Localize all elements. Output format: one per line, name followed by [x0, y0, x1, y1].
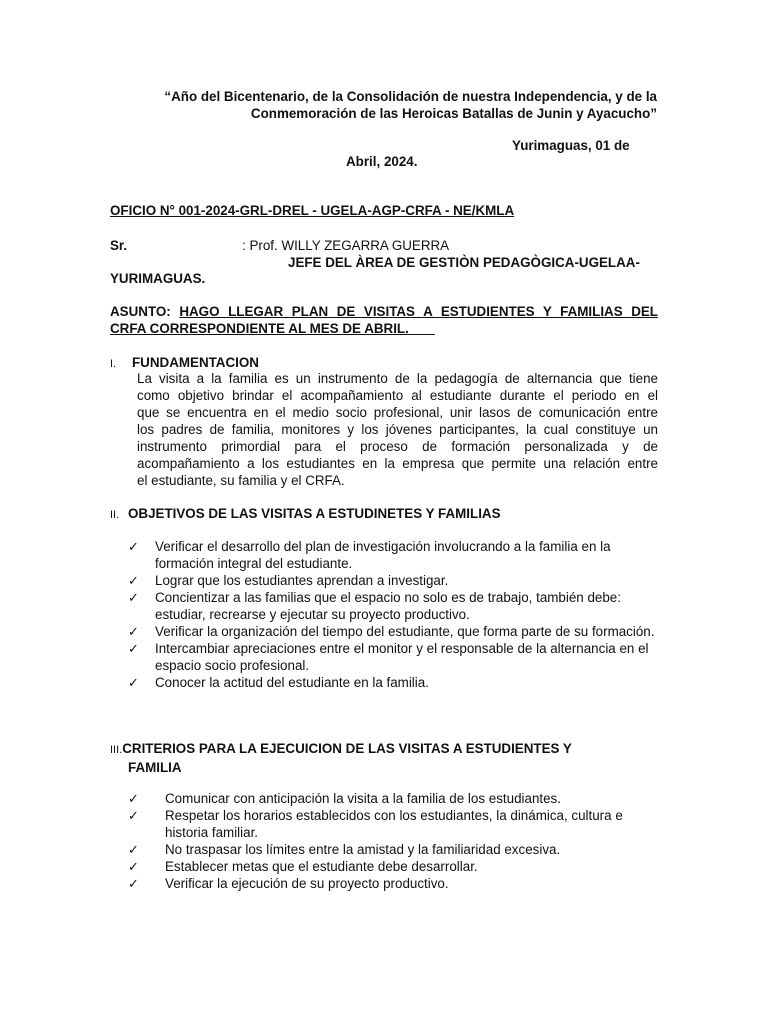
checkmark-icon: ✓ — [128, 675, 139, 690]
asunto — [110, 303, 658, 337]
list-item-text: Lograr que los estudiantes aprendan a investigar. — [155, 573, 449, 588]
checkmark-icon: ✓ — [128, 876, 139, 891]
year-motto — [100, 88, 657, 122]
asunto-text-line-2: CRFA CORRESPONDIENTE AL MES DE ABRIL. — [110, 321, 435, 336]
date-line-1: Yurimaguas, 01 de — [512, 138, 630, 153]
list-item-text: Verificar la ejecución de su proyecto productivo. — [165, 876, 449, 891]
list-item — [128, 623, 658, 640]
list-item — [128, 875, 658, 892]
list-item-text: Comunicar con anticipación la visita a la familia de los estudiantes. — [165, 791, 561, 806]
list-item — [128, 589, 658, 623]
paragraph-line: como objetivo brindar el acompañamiento al estudiante durante el periodo en el — [137, 388, 658, 403]
list-item-text: Concientizar a las familias que el espacio no solo es de trabajo, también debe: estudiar, recrearse y ejecutar su proyecto productivo. — [155, 590, 621, 622]
checkmark-icon: ✓ — [128, 641, 139, 656]
checkmark-icon: ✓ — [128, 859, 139, 874]
list-item-text: Respetar los horarios establecidos con los estudiantes, la dinámica, cultura e historia familiar. — [165, 808, 623, 840]
paragraph-line: el estudiante, su familia y el CRFA. — [137, 473, 345, 488]
list-item — [128, 858, 658, 875]
section-2-heading — [110, 505, 501, 524]
paragraph-line: los padres de familia, monitores y los jóvenes participantes, la cual constituye un — [137, 422, 658, 437]
asunto-text-line-1: HAGO LLEGAR PLAN DE VISITAS A ESTUDIENTES Y FAMILIAS DEL — [179, 304, 658, 319]
paragraph-line: acompañamiento a los estudiantes en la empresa que permite una relación entre — [137, 456, 658, 471]
list-item-text: Conocer la actitud del estudiante en la familia. — [155, 675, 429, 690]
paragraph-line: La visita a la familia es un instrumento de la pedagogía de alternancia que tiene — [137, 371, 658, 386]
paragraph-line: que se encuentra en el medio socio profesional, unir lasos de comunicación entre — [137, 405, 658, 420]
list-item — [128, 790, 658, 807]
checkmark-icon: ✓ — [128, 573, 139, 588]
list-item — [128, 538, 658, 572]
list-item-text: Intercambiar apreciaciones entre el monitor y el responsable de la alternancia en el espacio socio profesional. — [155, 641, 649, 673]
section-1-number: I. — [110, 358, 117, 370]
criteria-list — [128, 790, 658, 892]
recipient-label: Sr. — [110, 238, 128, 253]
list-item — [128, 807, 658, 841]
recipient-name: : Prof. WILLY ZEGARRA GUERRA — [242, 238, 450, 253]
section-1-title: FUNDAMENTACION — [132, 355, 259, 370]
list-item-text: Verificar el desarrollo del plan de investigación involucrando a la familia en la formación integral del estudiante. — [155, 539, 611, 571]
list-item — [128, 572, 658, 589]
list-item — [128, 640, 658, 674]
list-item-text: Establecer metas que el estudiante debe desarrollar. — [165, 859, 478, 874]
paragraph-line: instrumento primordial para el proceso de formación personalizada y de — [137, 439, 658, 454]
checkmark-icon: ✓ — [128, 842, 139, 857]
section-2-number: II. — [110, 509, 120, 521]
motto-line-1: “Año del Bicentenario, de la Consolidación de nuestra Independencia, y de la — [164, 89, 657, 104]
section-3-heading — [110, 740, 630, 776]
asunto-label: ASUNTO: — [110, 304, 171, 319]
date-line-2: Abril, 2024. — [346, 154, 418, 169]
checkmark-icon: ✓ — [128, 539, 139, 554]
checkmark-icon: ✓ — [128, 624, 139, 639]
checkmark-icon: ✓ — [128, 590, 139, 605]
section-3-title-line-1: CRITERIOS PARA LA EJECUICION DE LAS VISITAS A ESTUDIENTES Y — [122, 741, 572, 756]
list-item — [128, 841, 658, 858]
section-1-paragraph — [137, 370, 658, 489]
recipient-position-line-1: JEFE DEL ÀREA DE GESTIÒN PEDAGÒGICA-UGELAA- — [288, 255, 640, 270]
motto-line-2: Conmemoración de las Heroicas Batallas de Junin y Ayacucho” — [250, 106, 657, 121]
objectives-list — [128, 538, 658, 691]
list-item-text: Verificar la organización del tiempo del estudiante, que forma parte de su formación. — [155, 624, 655, 639]
checkmark-icon: ✓ — [128, 791, 139, 806]
checkmark-icon: ✓ — [128, 808, 139, 823]
oficio-number: OFICIO N° 001-2024-GRL-DREL - UGELA-AGP-CRFA - NE/KMLA — [110, 203, 515, 218]
recipient-position-line-2: YURIMAGUAS. — [110, 271, 206, 286]
list-item-text: No traspasar los límites entre la amistad y la familiaridad excesiva. — [165, 842, 561, 857]
section-3-number: III. — [110, 744, 123, 756]
section-3-title-line-2: FAMILIA — [128, 760, 182, 775]
section-2-title: OBJETIVOS DE LAS VISITAS A ESTUDINETES Y FAMILIAS — [128, 506, 501, 521]
list-item — [128, 674, 658, 691]
